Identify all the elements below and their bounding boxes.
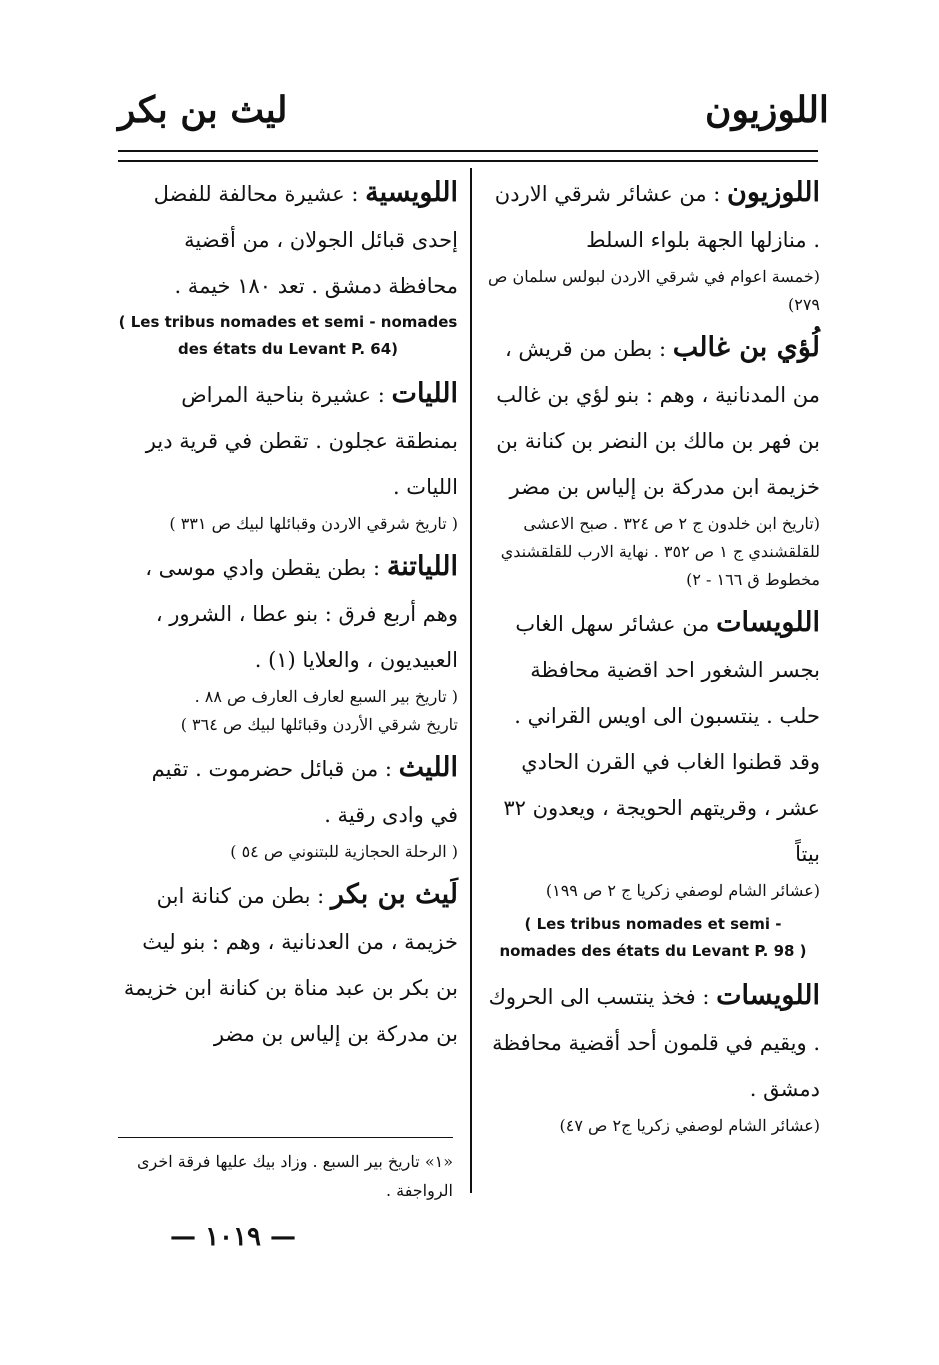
entry-alluwaysiyya [118,170,458,363]
entry-reference: ( الرحلة الحجازية للبتنوني ص ٥٤ ) [230,842,458,861]
entry-reference: تاريخ شرقي الأردن وقبائلها لبيك ص ٣٦٤ ) [180,715,458,734]
entry-allayth [118,745,458,866]
entry-term: اللويسات [716,980,820,1011]
entry-layth-bin-bakr [118,872,458,1057]
footnote: «١» تاريخ بير السبع . وزاد بيك عليها فرقة اخرى الرواجفة . [136,1152,453,1200]
header-rule-bottom [118,160,818,162]
running-header-left: ليث بن بكر [118,89,288,131]
entry-allouziyun [486,170,820,319]
entry-body: : فخذ ينتسب الى الحروك . ويقيم في قلمون أحد أقضية محافظة دمشق . [488,985,820,1101]
entry-term: اللياتنة [386,551,458,582]
entry-body: : من عشائر شرقي الاردن . منازلها الجهة بلواء السلط [494,182,820,252]
column-divider [470,168,472,1193]
entry-allayyat [118,371,458,538]
left-column [118,170,458,1063]
right-column [486,170,820,1146]
entry-reference: (عشائر الشام لوصفي زكريا ج٢ ص ٤٧) [559,1116,820,1135]
running-header-right: اللوزيون [705,89,829,131]
entry-term: الليات [391,378,458,409]
entry-reference: (خمسة اعوام في شرقي الاردن لبولس سلمان ص ٢٧٩) [488,267,820,314]
entry-body: : بطن من قريش ، من المدنانية ، وهم : بنو لؤي بن غالب بن فهر بن مالك بن النضر بن كنانة بن خزيمة ابن مدركة بن إلياس بن مضر [496,337,820,499]
entry-body: : من قبائل حضرموت . تقيم في وادى رقية . [151,757,458,827]
entry-body: : عشيرة محالفة للفضل إحدى قبائل الجولان ، من أقضية محافظة دمشق . تعد ١٨٠ خيمة . [153,182,458,298]
entry-term: اللويسات [716,607,820,638]
entry-alluwaysat-1 [486,600,820,965]
header-rule-top [118,150,818,152]
entry-reference: ( تاريخ بير السبع لعارف العارف ص ٨٨ . [194,687,458,706]
french-reference: ( Les tribus nomades et semi - nomades des états du Levant P. 64) [118,313,458,358]
entry-body: : عشيرة بناحية المراض بمنطقة عجلون . تقطن في قرية دير الليات . [145,383,458,499]
entry-term: لُؤي بن غالب [672,332,820,363]
entry-reference: (تاريخ ابن خلدون ج ٢ ص ٣٢٤ . صبح الاعشى للقلقشندي ج ١ ص ٣٥٢ . نهاية الارب للقلقشندي مخطوط ق ١٦٦ - ٢) [500,514,820,589]
entry-luayy-bin-ghalib [486,325,820,594]
footnote-rule [118,1137,453,1138]
entry-reference: ( تاريخ شرقي الاردن وقبائلها لبيك ص ٣٣١ ) [169,514,458,533]
entry-body: من عشائر سهل الغاب بجسر الشغور احد اقضية محافظة حلب . ينتسبون الى اويس القراني . وقد قطنوا الغاب في القرن الحادي عشر ، وقريتهم الحويجة ، ويعدون ٣٢ بيتاً [503,612,820,866]
entry-alluwaysat-2 [486,973,820,1140]
entry-body: : بطن من كنانة ابن خزيمة ، من العدنانية ، وهم : بنو ليث بن بكر بن عبد مناة بن كنانة ابن خزيمة بن مدركة بن إلياس بن مضر [123,884,458,1046]
entry-term: اللوزيون [727,177,820,208]
entry-allayatina [118,544,458,739]
french-reference: ( Les tribus nomades et semi - nomades des états du Levant P. 98 ) [499,915,807,960]
entry-reference: (عشائر الشام لوصفي زكريا ج ٢ ص ١٩٩) [545,881,820,900]
page-number: — ١٠١٩ — [170,1222,296,1252]
entry-term: الليث [398,752,458,783]
entry-term: لَيث بن بكر [330,879,458,910]
entry-term: اللويسية [365,177,458,208]
entry-body: : بطن يقطن وادي موسى ، وهم أربع فرق : بنو عطا ، الشرور ، العبيديون ، والعلايا (١) . [145,556,458,672]
